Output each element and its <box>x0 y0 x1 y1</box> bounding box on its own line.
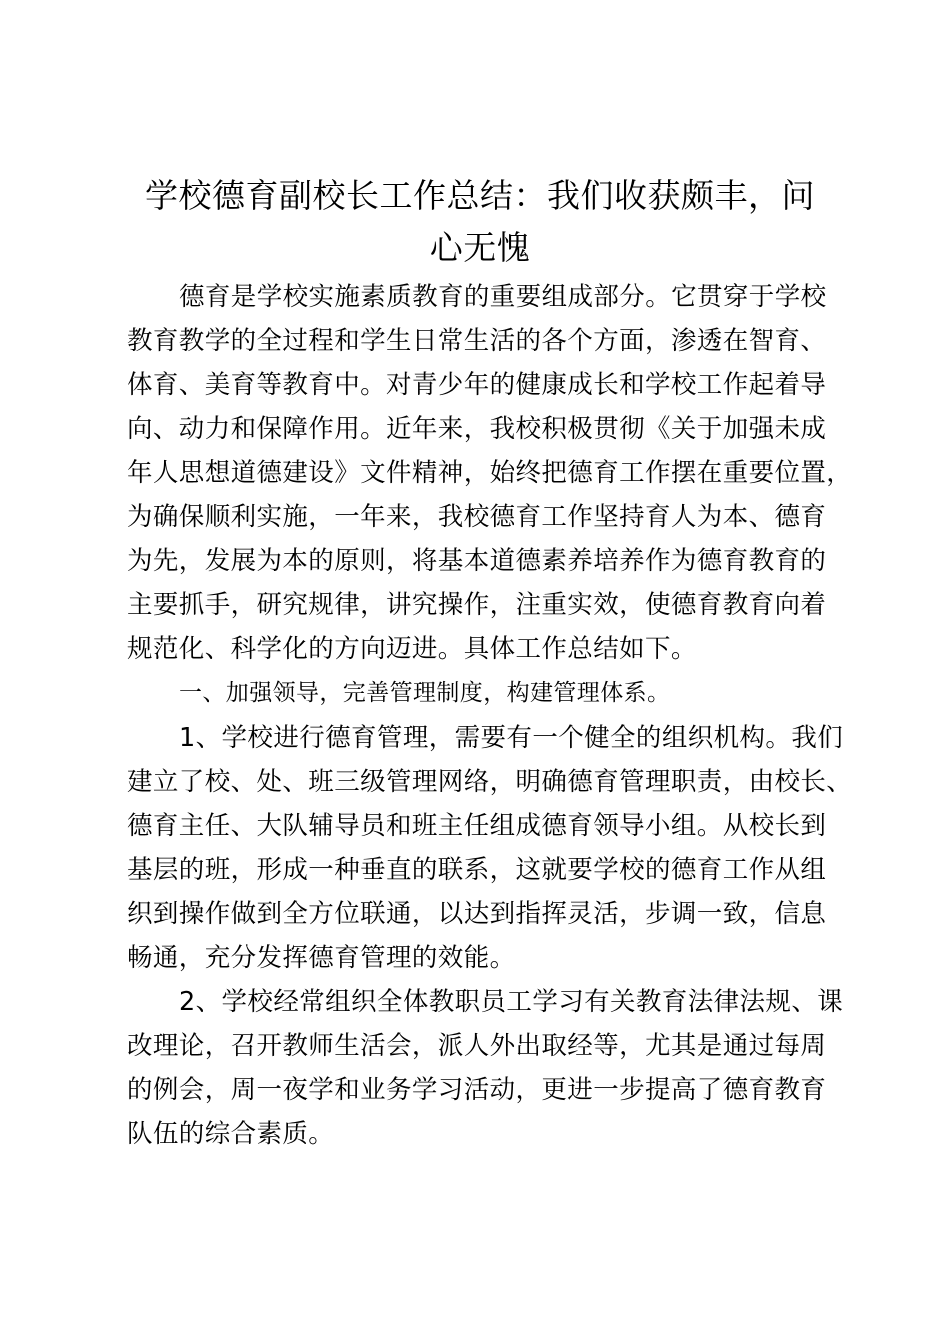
text-line: 畅通，充分发挥德育管理的效能。 <box>127 943 516 973</box>
text-line: 基层的班，形成一种垂直的联系，这就要学校的德育工作从组 <box>127 855 827 885</box>
text-line: 年人思想道德建设》文件精神，始终把德育工作摆在重要位置， <box>127 458 853 488</box>
title-line: 学校德育副校长工作总结：我们收获颇丰，问 <box>145 176 815 215</box>
text-line: 的例会，周一夜学和业务学习活动，更进一步提高了德育教育 <box>127 1075 827 1105</box>
document-body <box>127 275 867 1156</box>
text-line: 体育、美育等教育中。对青少年的健康成长和学校工作起着导 <box>127 370 827 400</box>
section-heading <box>127 671 867 716</box>
text-line: 改理论，召开教师生活会，派人外出取经等，尤其是通过每周 <box>127 1031 827 1061</box>
section-heading-text: 一、加强领导，完善管理制度，构建管理体系。 <box>179 680 671 706</box>
text-line: 为先，发展为本的原则，将基本道德素养培养作为德育教育的 <box>127 546 827 576</box>
text-line: 队伍的综合素质。 <box>127 1119 335 1149</box>
text-line: 织到操作做到全方位联通，以达到指挥灵活，步调一致，信息 <box>127 899 827 929</box>
text-line: 德育是学校实施素质教育的重要组成部分。它贯穿于学校 <box>179 282 827 312</box>
text-line: 教育教学的全过程和学生日常生活的各个方面，渗透在智育、 <box>127 326 827 356</box>
paragraph-item-2 <box>127 980 867 1156</box>
paragraph-intro <box>127 275 867 671</box>
paragraph-item-1 <box>127 716 867 980</box>
text-line: 规范化、科学化的方向迈进。具体工作总结如下。 <box>127 634 697 664</box>
text-line: 2、学校经常组织全体教职员工学习有关教育法律法规、课 <box>179 987 844 1017</box>
text-line: 建立了校、处、班三级管理网络，明确德育管理职责，由校长、 <box>127 767 853 797</box>
text-line: 向、动力和保障作用。近年来，我校积极贯彻《关于加强未成 <box>127 414 827 444</box>
text-line: 为确保顺利实施，一年来，我校德育工作坚持育人为本、德育 <box>127 502 827 532</box>
text-line: 1、学校进行德育管理，需要有一个健全的组织机构。我们 <box>179 723 844 753</box>
title-line: 心无愧 <box>429 228 531 267</box>
text-line: 德育主任、大队辅导员和班主任组成德育领导小组。从校长到 <box>127 811 827 841</box>
text-line: 主要抓手，研究规律，讲究操作，注重实效，使德育教育向着 <box>127 590 827 620</box>
document-title <box>110 170 850 274</box>
